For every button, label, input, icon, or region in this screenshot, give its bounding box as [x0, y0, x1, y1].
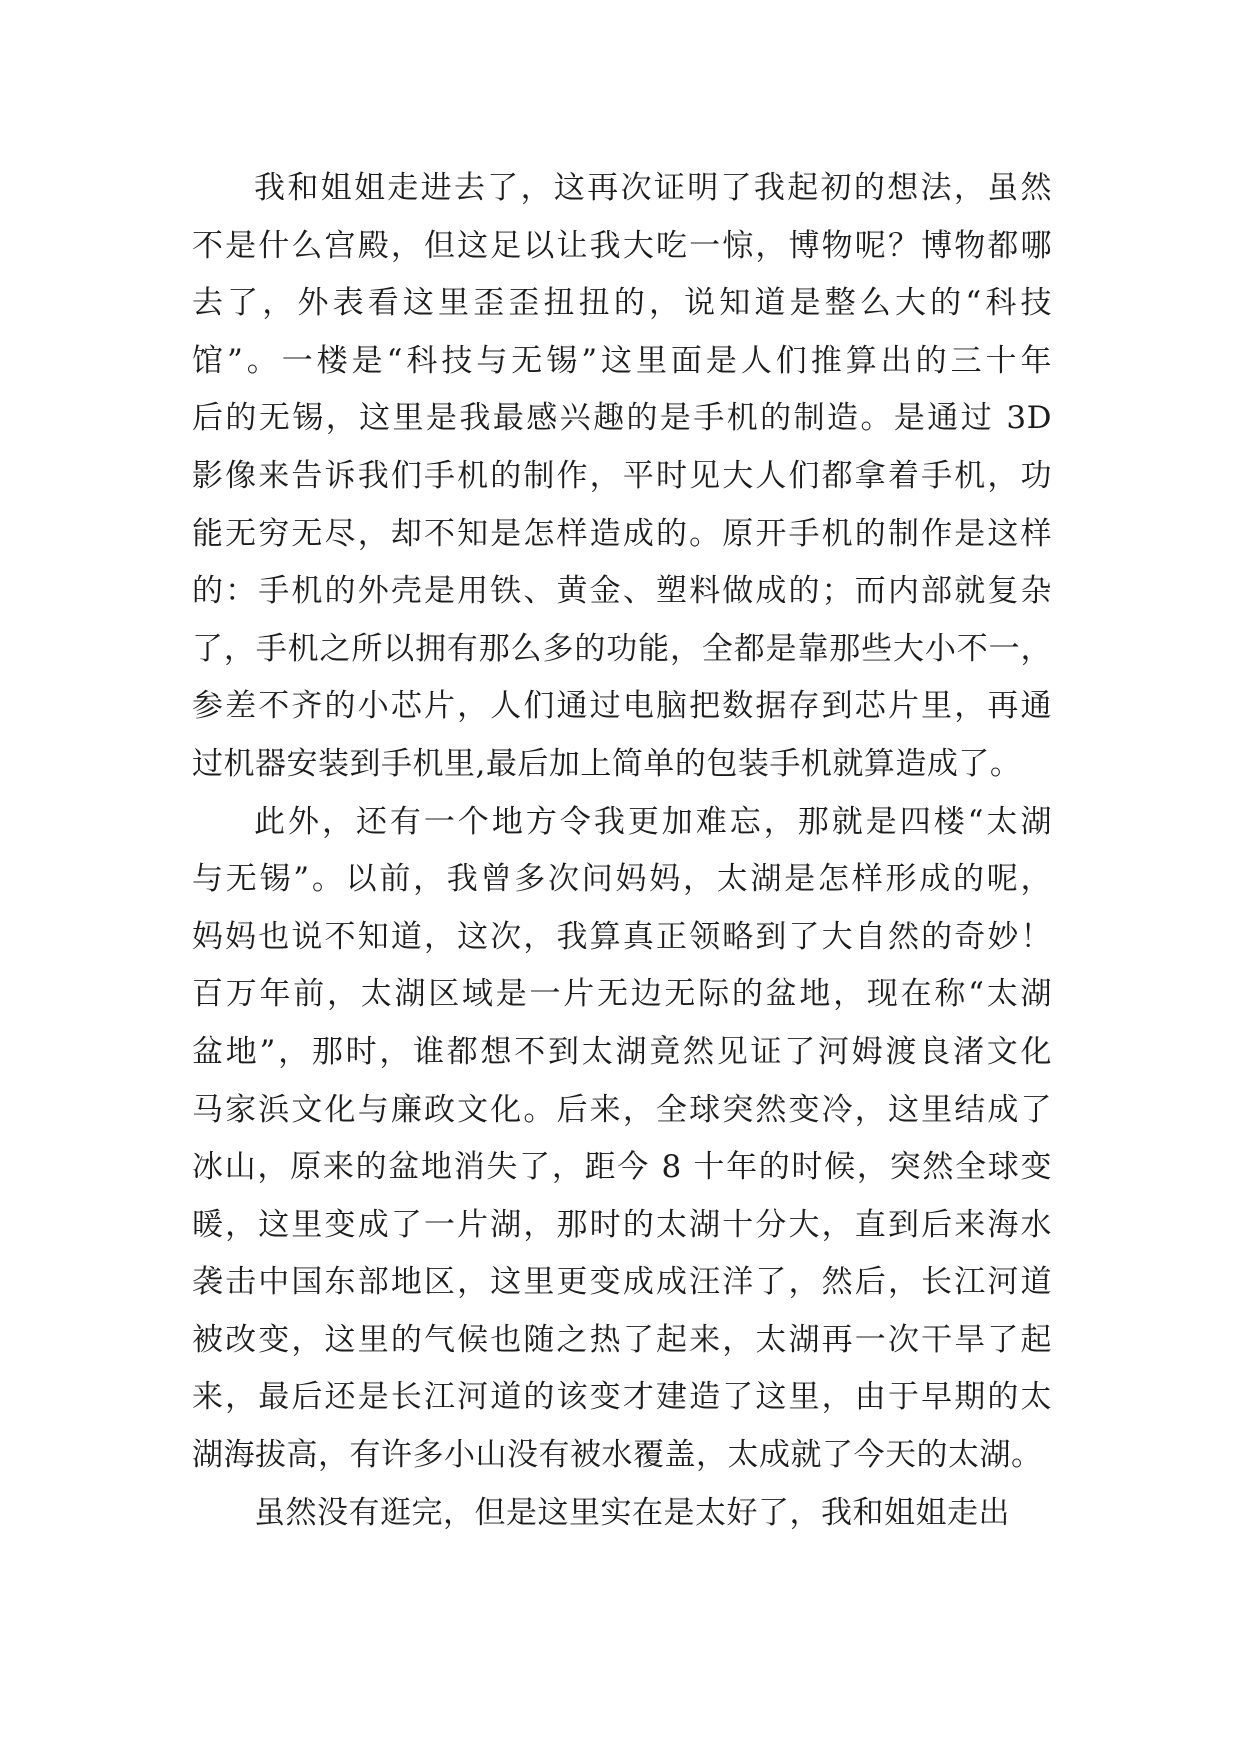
paragraph-2-line-12: 湖海拔高，有许多小山没有被水覆盖，太成就了今天的太湖。 [192, 1437, 1043, 1474]
paragraph-2-line-7: 冰山，原来的盆地消失了，距今 8 十年的时候，突然全球变 [192, 1149, 1052, 1186]
paragraph-1-line-6: 影像来告诉我们手机的制作，平时见大人们都拿着手机，功 [192, 457, 1052, 494]
paragraph-2-line-9: 袭击中国东部地区，这里更变成成汪洋了，然后，长江河道 [192, 1264, 1052, 1301]
paragraph-1-line-3: 去了，外表看这里歪歪扭扭的，说知道是整么大的“科技 [192, 285, 1052, 322]
paragraph-1-line-7: 能无穷无尽，却不知是怎样造成的。原开手机的制作是这样 [192, 515, 1052, 552]
paragraph-2-line-11: 来，最后还是长江河道的该变才建造了这里，由于早期的太 [192, 1379, 1052, 1416]
paragraph-2-line-4: 百万年前，太湖区域是一片无边无际的盆地，现在称“太湖 [192, 976, 1052, 1013]
paragraph-3-line-1: 虽然没有逛完，但是这里实在是太好了，我和姐姐走出 [254, 1494, 1010, 1531]
body-text [192, 160, 1052, 1542]
paragraph-2-line-3: 妈妈也说不知道，这次，我算真正领略到了大自然的奇妙！ [192, 918, 1052, 955]
paragraph-2-line-2: 与无锡”。以前，我曾多次问妈妈，太湖是怎样形成的呢， [192, 861, 1052, 898]
paragraph-1-line-11: 过机器安装到手机里,最后加上简单的包装手机就算造成了。 [192, 745, 1022, 782]
paragraph-2-line-5: 盆地”，那时，谁都想不到太湖竟然见证了河姆渡良渚文化 [192, 1033, 1052, 1070]
paragraph-1-line-8: 的：手机的外壳是用铁、黄金、塑料做成的；而内部就复杂 [192, 573, 1052, 610]
paragraph-2-line-6: 马家浜文化与廉政文化。后来，全球突然变冷，这里结成了 [192, 1091, 1052, 1128]
paragraph-1-line-2: 不是什么宫殿，但这足以让我大吃一惊，博物呢？博物都哪 [192, 227, 1052, 264]
paragraph-2-line-1: 此外，还有一个地方令我更加难忘，那就是四楼“太湖 [254, 803, 1052, 840]
paragraph-1-line-9: 了，手机之所以拥有那么多的功能，全都是靠那些大小不一， [192, 630, 1052, 667]
paragraph-1-line-10: 参差不齐的小芯片，人们通过电脑把数据存到芯片里，再通 [192, 688, 1052, 725]
paragraph-2-line-10: 被改变，这里的气候也随之热了起来，太湖再一次干旱了起 [192, 1321, 1052, 1358]
paragraph-2-line-8: 暖，这里变成了一片湖，那时的太湖十分大，直到后来海水 [192, 1206, 1052, 1243]
paragraph-1-line-4: 馆”。一楼是“科技与无锡”这里面是人们推算出的三十年 [192, 342, 1052, 379]
paragraph-1-line-1: 我和姐姐走进去了，这再次证明了我起初的想法，虽然 [254, 170, 1052, 206]
paragraph-1-line-5: 后的无锡，这里是我最感兴趣的是手机的制造。是通过 3D [192, 400, 1052, 437]
